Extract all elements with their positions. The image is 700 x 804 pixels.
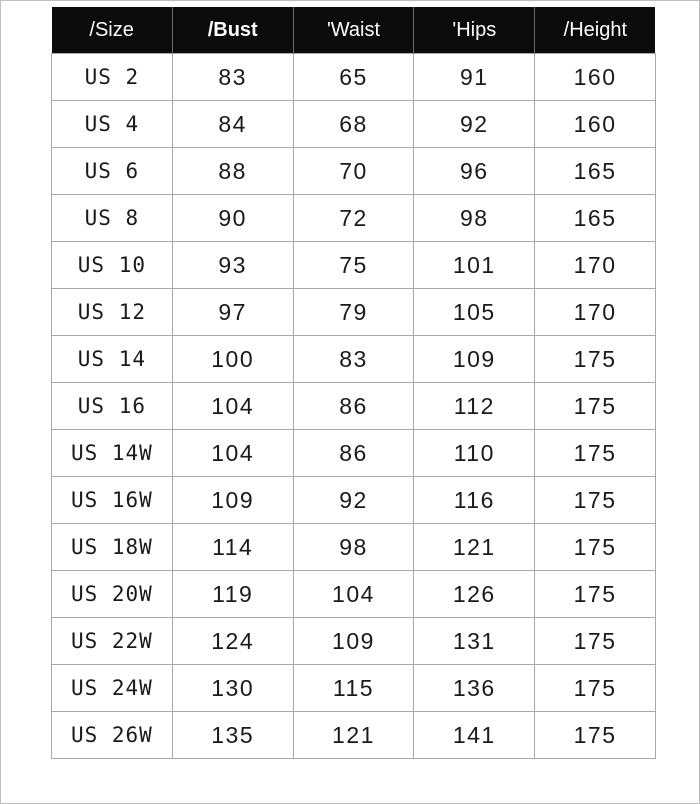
size-cell: US 16W xyxy=(52,477,173,524)
height-cell: 165 xyxy=(535,195,656,242)
size-cell: US 6 xyxy=(52,148,173,195)
size-cell: US 12 xyxy=(52,289,173,336)
height-cell: 175 xyxy=(535,336,656,383)
hips-cell: 96 xyxy=(414,148,535,195)
waist-cell: 75 xyxy=(293,242,414,289)
hips-cell: 91 xyxy=(414,54,535,101)
table-row xyxy=(52,195,656,242)
table-row xyxy=(52,712,656,759)
table-row xyxy=(52,54,656,101)
bust-cell: 83 xyxy=(172,54,293,101)
bust-cell: 114 xyxy=(172,524,293,571)
waist-cell: 104 xyxy=(293,571,414,618)
bust-cell: 130 xyxy=(172,665,293,712)
bust-cell: 135 xyxy=(172,712,293,759)
waist-cell: 109 xyxy=(293,618,414,665)
bust-cell: 104 xyxy=(172,383,293,430)
bust-cell: 104 xyxy=(172,430,293,477)
header-bust: /Bust xyxy=(172,7,293,54)
table-row xyxy=(52,242,656,289)
height-cell: 175 xyxy=(535,524,656,571)
header-hips: 'Hips xyxy=(414,7,535,54)
table-row xyxy=(52,524,656,571)
header-row xyxy=(52,7,656,54)
hips-cell: 136 xyxy=(414,665,535,712)
waist-cell: 86 xyxy=(293,383,414,430)
table-row xyxy=(52,148,656,195)
size-cell: US 14W xyxy=(52,430,173,477)
waist-cell: 98 xyxy=(293,524,414,571)
table-body xyxy=(52,54,656,759)
height-cell: 175 xyxy=(535,665,656,712)
height-cell: 175 xyxy=(535,477,656,524)
hips-cell: 116 xyxy=(414,477,535,524)
hips-cell: 109 xyxy=(414,336,535,383)
waist-cell: 83 xyxy=(293,336,414,383)
hips-cell: 110 xyxy=(414,430,535,477)
hips-cell: 98 xyxy=(414,195,535,242)
height-cell: 175 xyxy=(535,571,656,618)
waist-cell: 121 xyxy=(293,712,414,759)
height-cell: 160 xyxy=(535,101,656,148)
hips-cell: 101 xyxy=(414,242,535,289)
header-waist: 'Waist xyxy=(293,7,414,54)
size-cell: US 22W xyxy=(52,618,173,665)
hips-cell: 92 xyxy=(414,101,535,148)
waist-cell: 65 xyxy=(293,54,414,101)
bust-cell: 97 xyxy=(172,289,293,336)
size-cell: US 4 xyxy=(52,101,173,148)
bust-cell: 119 xyxy=(172,571,293,618)
size-cell: US 8 xyxy=(52,195,173,242)
height-cell: 175 xyxy=(535,383,656,430)
table-row xyxy=(52,618,656,665)
waist-cell: 115 xyxy=(293,665,414,712)
height-cell: 165 xyxy=(535,148,656,195)
size-chart-table xyxy=(51,7,656,759)
table-row xyxy=(52,430,656,477)
bust-cell: 88 xyxy=(172,148,293,195)
size-cell: US 16 xyxy=(52,383,173,430)
table-row xyxy=(52,336,656,383)
height-cell: 170 xyxy=(535,242,656,289)
waist-cell: 92 xyxy=(293,477,414,524)
bust-cell: 90 xyxy=(172,195,293,242)
size-cell: US 24W xyxy=(52,665,173,712)
hips-cell: 141 xyxy=(414,712,535,759)
table-row xyxy=(52,571,656,618)
header-height: /Height xyxy=(535,7,656,54)
hips-cell: 121 xyxy=(414,524,535,571)
size-cell: US 20W xyxy=(52,571,173,618)
waist-cell: 70 xyxy=(293,148,414,195)
waist-cell: 79 xyxy=(293,289,414,336)
bust-cell: 84 xyxy=(172,101,293,148)
size-cell: US 18W xyxy=(52,524,173,571)
table-row xyxy=(52,101,656,148)
table-row xyxy=(52,289,656,336)
size-cell: US 14 xyxy=(52,336,173,383)
hips-cell: 126 xyxy=(414,571,535,618)
waist-cell: 72 xyxy=(293,195,414,242)
height-cell: 160 xyxy=(535,54,656,101)
hips-cell: 105 xyxy=(414,289,535,336)
table-row xyxy=(52,383,656,430)
bust-cell: 100 xyxy=(172,336,293,383)
height-cell: 170 xyxy=(535,289,656,336)
hips-cell: 131 xyxy=(414,618,535,665)
bust-cell: 124 xyxy=(172,618,293,665)
bust-cell: 109 xyxy=(172,477,293,524)
waist-cell: 68 xyxy=(293,101,414,148)
size-cell: US 26W xyxy=(52,712,173,759)
size-cell: US 2 xyxy=(52,54,173,101)
header-size: /Size xyxy=(52,7,173,54)
hips-cell: 112 xyxy=(414,383,535,430)
table-header xyxy=(52,7,656,54)
height-cell: 175 xyxy=(535,618,656,665)
waist-cell: 86 xyxy=(293,430,414,477)
height-cell: 175 xyxy=(535,712,656,759)
table-row xyxy=(52,665,656,712)
height-cell: 175 xyxy=(535,430,656,477)
bust-cell: 93 xyxy=(172,242,293,289)
table-row xyxy=(52,477,656,524)
size-cell: US 10 xyxy=(52,242,173,289)
